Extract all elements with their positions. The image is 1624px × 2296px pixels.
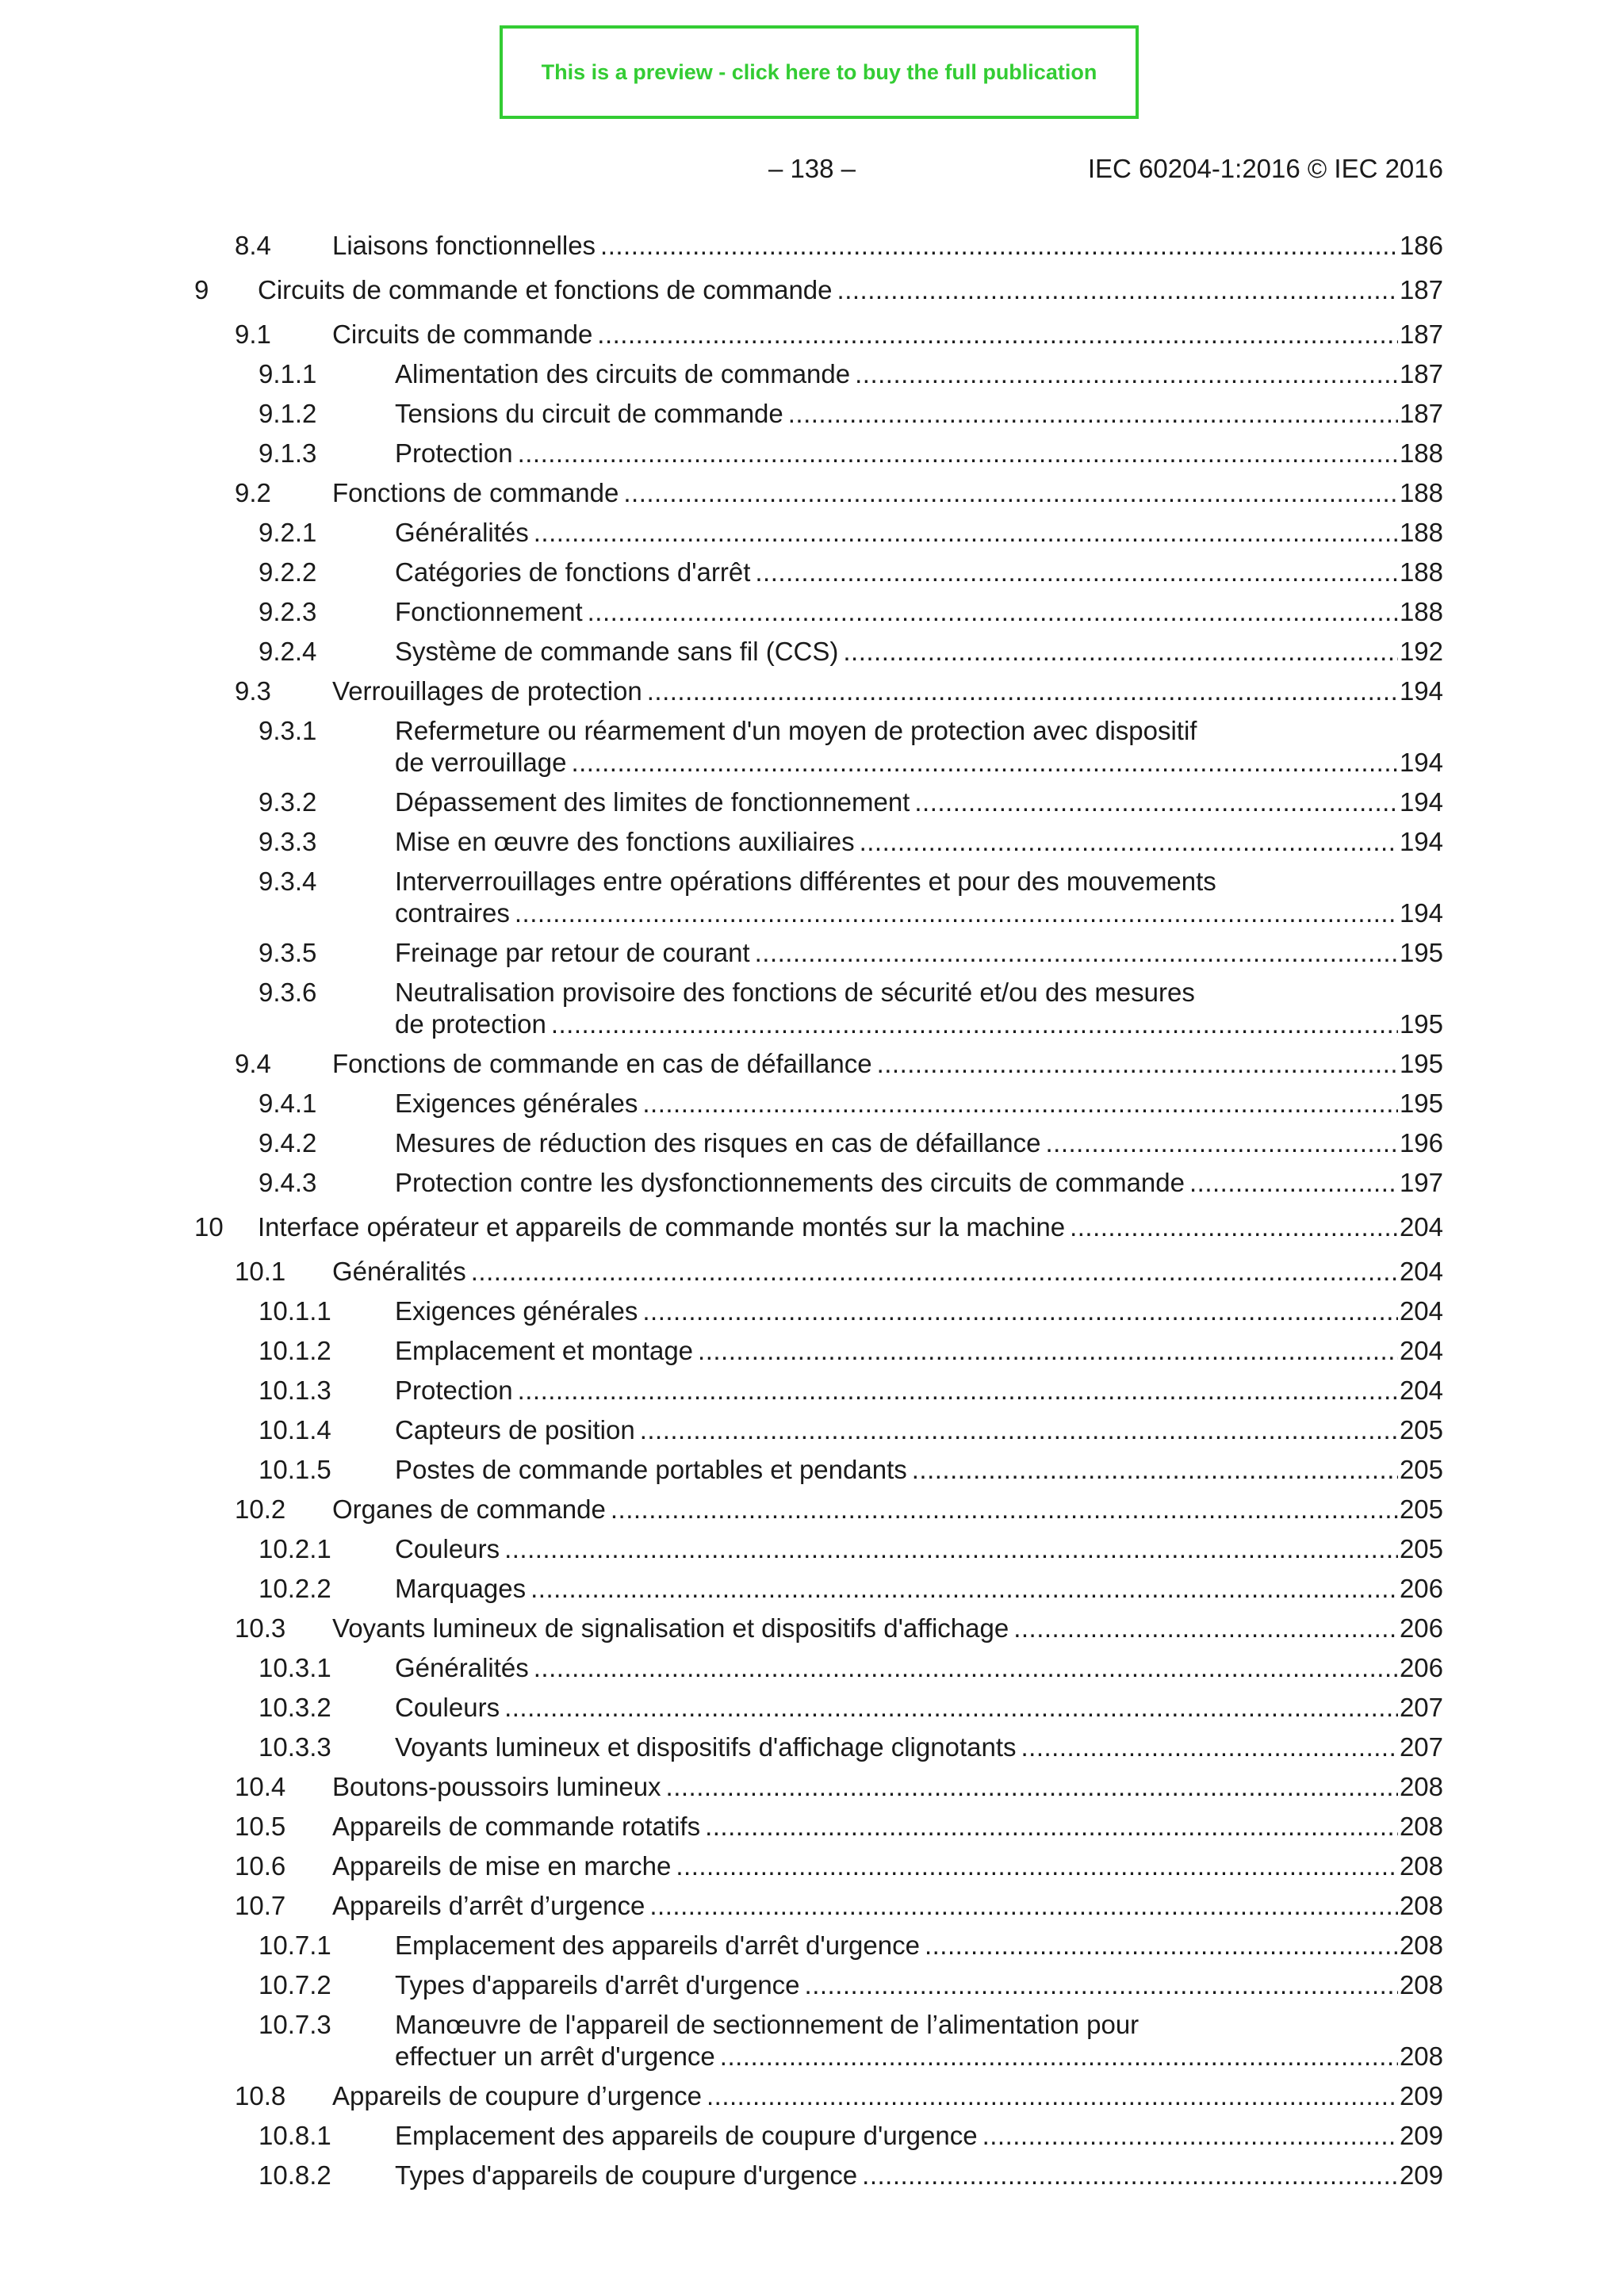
toc-entry-title: Liaisons fonctionnelles	[332, 231, 596, 260]
toc-entry-page: 205	[1399, 1415, 1443, 1445]
toc-entry-page: 206	[1399, 1613, 1443, 1643]
toc-entry-title: Protection contre les dysfonctionnements des circuits de commande	[395, 1168, 1185, 1197]
toc-dot-leader	[982, 2120, 1398, 2152]
toc-entry-title: Appareils d’arrêt d’urgence	[332, 1891, 645, 1920]
toc-entry-number: 10.3.2	[259, 1693, 331, 1722]
toc-entry-number: 10.1.5	[259, 1455, 331, 1484]
toc-entry-number: 9.4.3	[259, 1168, 317, 1197]
toc-entry-number: 9.1	[235, 320, 271, 349]
toc-dot-leader	[805, 1969, 1398, 2001]
toc-entry-number: 8.4	[235, 231, 271, 260]
toc-dot-leader	[515, 897, 1398, 929]
toc-entry-page: 204	[1399, 1376, 1443, 1405]
toc-entry-number: 10.1.4	[259, 1415, 331, 1445]
toc-entry-number: 10.7.2	[259, 1970, 331, 1999]
toc-entry-page: 209	[1399, 2081, 1443, 2110]
toc-dot-leader	[518, 438, 1398, 469]
toc-entry-page: 205	[1399, 1455, 1443, 1484]
toc-entry-page: 188	[1399, 597, 1443, 626]
page-header	[0, 154, 1624, 189]
toc-dot-leader	[1070, 1211, 1398, 1243]
toc-entry-number: 9	[194, 275, 209, 304]
toc-dot-leader	[914, 786, 1398, 818]
toc-dot-leader	[860, 826, 1398, 858]
toc-entry-title: Types d'appareils d'arrêt d'urgence	[395, 1970, 800, 1999]
toc-entry-number: 9.3.3	[259, 827, 317, 856]
toc-entry-number: 10.7.1	[259, 1931, 331, 1960]
toc-dot-leader	[1013, 1613, 1398, 1644]
toc-entry-page: 206	[1399, 1653, 1443, 1682]
toc-entry-number: 10.1.3	[259, 1376, 331, 1405]
toc-entry-number: 10.1.1	[259, 1296, 331, 1326]
toc-entry-title: Mise en œuvre des fonctions auxiliaires	[395, 827, 855, 856]
toc-entry-title: Verrouillages de protection	[332, 676, 642, 706]
toc-entry-page: 208	[1399, 1970, 1443, 1999]
toc-entry-number: 10.3.1	[259, 1653, 331, 1682]
toc-entry-title-line: Manœuvre de l'appareil de sectionnement de l’alimentation pour	[395, 2010, 1139, 2039]
toc-entry-title: Protection	[395, 438, 513, 468]
toc-entry-title: Protection	[395, 1376, 513, 1405]
toc-dot-leader	[843, 636, 1398, 668]
toc-entry-page: 194	[1399, 748, 1443, 777]
toc-entry-page: 208	[1399, 1931, 1443, 1960]
toc-entry-title: Types d'appareils de coupure d'urgence	[395, 2160, 858, 2190]
toc-entry-number: 9.3.2	[259, 787, 317, 817]
toc-entry-title: Alimentation des circuits de commande	[395, 359, 851, 388]
toc-entry-title: Emplacement des appareils d'arrêt d'urgence	[395, 1931, 920, 1960]
toc-entry-page: 195	[1399, 1089, 1443, 1118]
toc-entry-page: 208	[1399, 2042, 1443, 2071]
toc-entry-page: 187	[1399, 399, 1443, 428]
toc-entry-page: 188	[1399, 518, 1443, 547]
toc-entry-title: de protection	[395, 1009, 546, 1039]
toc-entry-number: 9.1.2	[259, 399, 317, 428]
toc-entry-page: 188	[1399, 478, 1443, 507]
toc-entry-page: 206	[1399, 1574, 1443, 1603]
toc-entry-number: 10.2.2	[259, 1574, 331, 1603]
toc-dot-leader	[837, 274, 1398, 306]
toc-entry-page: 194	[1399, 676, 1443, 706]
toc-dot-leader	[571, 747, 1397, 779]
toc-entry-page: 194	[1399, 787, 1443, 817]
toc-dot-leader	[855, 358, 1398, 390]
toc-dot-leader	[642, 1088, 1398, 1119]
toc-entry-title: Circuits de commande et fonctions de commande	[258, 275, 833, 304]
toc-entry-title: Voyants lumineux de signalisation et dispositifs d'affichage	[332, 1613, 1009, 1643]
toc-dot-leader	[642, 1295, 1398, 1327]
toc-dot-leader	[611, 1494, 1398, 1525]
toc-entry-page: 208	[1399, 1891, 1443, 1920]
toc-entry-page: 188	[1399, 557, 1443, 587]
toc-entry-page: 194	[1399, 898, 1443, 928]
toc-dot-leader	[1045, 1127, 1397, 1159]
toc-entry-title: Couleurs	[395, 1534, 500, 1563]
toc-dot-leader	[504, 1533, 1398, 1565]
toc-entry-title: Exigences générales	[395, 1296, 638, 1326]
toc-entry-title: effectuer un arrêt d'urgence	[395, 2042, 715, 2071]
toc-entry-title-line: Interverrouillages entre opérations différentes et pour des mouvements	[395, 867, 1216, 896]
toc-entry-number: 9.2	[235, 478, 271, 507]
toc-entry-title: Emplacement des appareils de coupure d'urgence	[395, 2121, 978, 2150]
toc-entry-title: Interface opérateur et appareils de commande montés sur la machine	[258, 1212, 1066, 1242]
toc-entry-number: 9.4.2	[259, 1128, 317, 1158]
toc-dot-leader	[720, 2041, 1398, 2072]
toc-entry-number: 10.1.2	[259, 1336, 331, 1365]
toc-entry-title: Mesures de réduction des risques en cas de défaillance	[395, 1128, 1041, 1158]
toc-dot-leader	[588, 596, 1398, 628]
toc-entry-title: Exigences générales	[395, 1089, 638, 1118]
toc-entry-title: Appareils de commande rotatifs	[332, 1812, 701, 1841]
toc-entry-page: 187	[1399, 275, 1443, 304]
toc-dot-leader	[666, 1771, 1398, 1803]
toc-entry-page: 204	[1399, 1336, 1443, 1365]
toc-entry-number: 9.3.5	[259, 938, 317, 967]
toc-entry-title: contraires	[395, 898, 510, 928]
toc-entry-title: Circuits de commande	[332, 320, 593, 349]
toc-entry-page: 195	[1399, 1009, 1443, 1039]
toc-entry-title: Tensions du circuit de commande	[395, 399, 783, 428]
toc-dot-leader	[862, 2160, 1398, 2191]
toc-entry-page: 204	[1399, 1212, 1443, 1242]
toc-entry-page: 186	[1399, 231, 1443, 260]
page-number: – 138 –	[768, 154, 856, 183]
toc-entry-number: 10.8.1	[259, 2121, 331, 2150]
toc-entry-number: 9.4	[235, 1049, 271, 1078]
toc-dot-leader	[518, 1375, 1398, 1406]
toc-entry-title: Fonctions de commande en cas de défaillance	[332, 1049, 872, 1078]
toc-entry-page: 208	[1399, 1851, 1443, 1881]
toc-entry-number: 10.7	[235, 1891, 286, 1920]
toc-entry-title: Couleurs	[395, 1693, 500, 1722]
toc-entry-number: 9.4.1	[259, 1089, 317, 1118]
toc-dot-leader	[676, 1850, 1398, 1882]
toc-entry-title: Organes de commande	[332, 1494, 606, 1524]
toc-entry-title: Généralités	[395, 1653, 529, 1682]
toc-entry-page: 205	[1399, 1534, 1443, 1563]
toc-entry-page: 197	[1399, 1168, 1443, 1197]
toc-entry-page: 195	[1399, 1049, 1443, 1078]
toc-entry-page: 195	[1399, 938, 1443, 967]
toc-entry-number: 10.8	[235, 2081, 286, 2110]
toc-dot-leader	[551, 1008, 1398, 1040]
toc-entry-title: Capteurs de position	[395, 1415, 635, 1445]
toc-entry-number: 9.2.1	[259, 518, 317, 547]
buy-publication-link[interactable]: This is a preview - click here to buy the full publication	[500, 25, 1139, 119]
toc-entry-number: 9.2.4	[259, 637, 317, 666]
toc-dot-leader	[534, 1652, 1398, 1684]
toc-dot-leader	[705, 1811, 1398, 1843]
toc-entry-number: 9.2.2	[259, 557, 317, 587]
toc-entry-page: 192	[1399, 637, 1443, 666]
toc-entry-number: 9.3	[235, 676, 271, 706]
toc-entry-page: 208	[1399, 1812, 1443, 1841]
toc-dot-leader	[597, 319, 1398, 350]
toc-entry-page: 204	[1399, 1257, 1443, 1286]
toc-dot-leader	[707, 2080, 1398, 2112]
toc-entry-title: Catégories de fonctions d'arrêt	[395, 557, 751, 587]
toc-entry-page: 207	[1399, 1693, 1443, 1722]
toc-entry-title: Dépassement des limites de fonctionnement	[395, 787, 910, 817]
toc-dot-leader	[640, 1414, 1398, 1446]
toc-entry-title: Appareils de mise en marche	[332, 1851, 672, 1881]
toc-entry-number: 10.5	[235, 1812, 286, 1841]
toc-dot-leader	[925, 1930, 1398, 1961]
toc-entry-title: Fonctions de commande	[332, 478, 619, 507]
toc-entry-number: 10.2	[235, 1494, 286, 1524]
toc-entry-page: 209	[1399, 2121, 1443, 2150]
toc-entry-title: Postes de commande portables et pendants	[395, 1455, 907, 1484]
toc-entry-title-line: Neutralisation provisoire des fonctions de sécurité et/ou des mesures	[395, 978, 1195, 1007]
toc-dot-leader	[530, 1573, 1398, 1605]
toc-entry-number: 9.3.4	[259, 867, 317, 896]
toc-entry-page: 208	[1399, 1772, 1443, 1801]
toc-entry-number: 9.3.1	[259, 716, 317, 745]
toc-entry-title: Voyants lumineux et dispositifs d'affichage clignotants	[395, 1732, 1017, 1762]
toc-entry-page: 205	[1399, 1494, 1443, 1524]
toc-entry-number: 9.2.3	[259, 597, 317, 626]
toc-entry-title: Emplacement et montage	[395, 1336, 694, 1365]
toc-dot-leader	[698, 1335, 1398, 1367]
toc-dot-leader	[755, 937, 1398, 969]
toc-entry-title-line: Refermeture ou réarmement d'un moyen de protection avec dispositif	[395, 716, 1197, 745]
toc-dot-leader	[623, 477, 1398, 509]
toc-dot-leader	[471, 1256, 1398, 1288]
toc-entry-number: 10.3.3	[259, 1732, 331, 1762]
toc-dot-leader	[649, 1890, 1398, 1922]
toc-entry-page: 187	[1399, 320, 1443, 349]
toc-entry-title: Boutons-poussoirs lumineux	[332, 1772, 661, 1801]
toc-entry-page: 187	[1399, 359, 1443, 388]
toc-entry-page: 204	[1399, 1296, 1443, 1326]
document-reference: IEC 60204-1:2016 © IEC 2016	[1087, 154, 1443, 183]
toc-dot-leader	[647, 675, 1398, 707]
toc-dot-leader	[504, 1692, 1398, 1724]
toc-dot-leader	[1021, 1732, 1398, 1763]
toc-entry-number: 10.3	[235, 1613, 286, 1643]
toc-entry-number: 10	[194, 1212, 224, 1242]
toc-entry-title: Système de commande sans fil (CCS)	[395, 637, 839, 666]
toc-entry-title: Appareils de coupure d’urgence	[332, 2081, 702, 2110]
toc-entry-number: 9.1.1	[259, 359, 317, 388]
toc-entry-page: 194	[1399, 827, 1443, 856]
toc-dot-leader	[912, 1454, 1398, 1486]
toc-entry-number: 10.8.2	[259, 2160, 331, 2190]
toc-dot-leader	[755, 557, 1398, 588]
toc-entry-number: 10.6	[235, 1851, 286, 1881]
toc-dot-leader	[600, 230, 1398, 262]
toc-entry-page: 207	[1399, 1732, 1443, 1762]
toc-entry-title: Marquages	[395, 1574, 527, 1603]
toc-entry-title: Fonctionnement	[395, 597, 583, 626]
toc-entry-title: de verrouillage	[395, 748, 567, 777]
toc-entry-title: Généralités	[332, 1257, 466, 1286]
toc-entry-number: 9.3.6	[259, 978, 317, 1007]
toc-entry-number: 10.4	[235, 1772, 286, 1801]
toc-entry-number: 10.7.3	[259, 2010, 331, 2039]
toc-entry-page: 209	[1399, 2160, 1443, 2190]
toc-entry-number: 10.1	[235, 1257, 286, 1286]
toc-entry-page: 196	[1399, 1128, 1443, 1158]
toc-entry-number: 10.2.1	[259, 1534, 331, 1563]
toc-entry-title: Généralités	[395, 518, 529, 547]
toc-dot-leader	[534, 517, 1398, 549]
toc-entry-title: Freinage par retour de courant	[395, 938, 750, 967]
toc-entry-number: 9.1.3	[259, 438, 317, 468]
toc-dot-leader	[1189, 1167, 1398, 1199]
toc-dot-leader	[788, 398, 1398, 430]
toc-dot-leader	[877, 1048, 1398, 1080]
toc-entry-page: 188	[1399, 438, 1443, 468]
